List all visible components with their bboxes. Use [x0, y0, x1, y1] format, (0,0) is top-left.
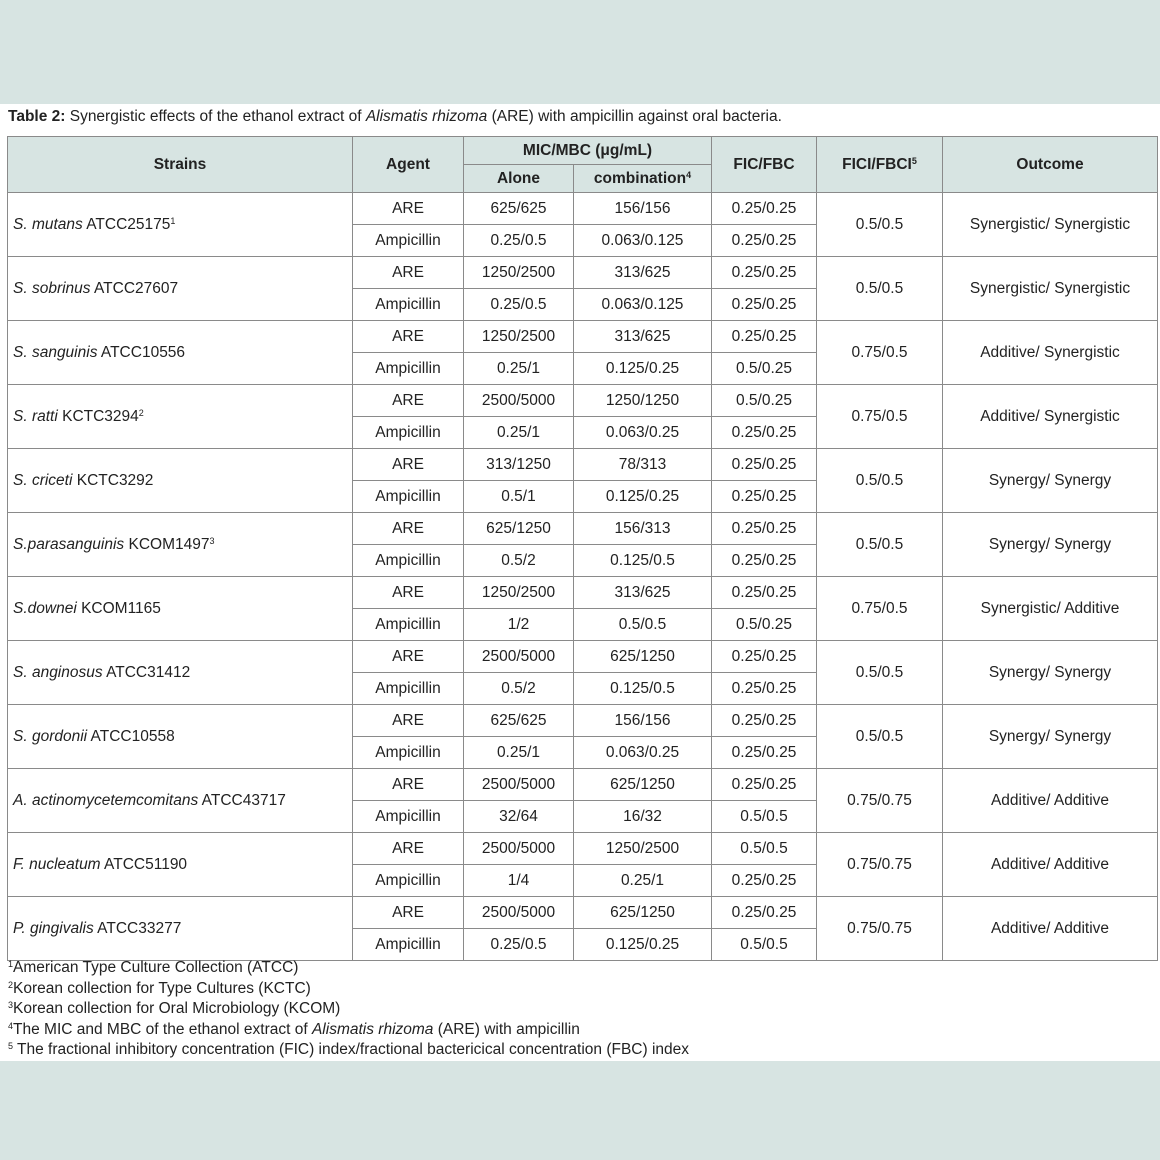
agent-cell: Ampicillin [353, 417, 464, 449]
fic-fbc-cell: 0.25/0.25 [712, 737, 817, 769]
strain-cell [8, 385, 353, 449]
fic-fbc-cell: 0.25/0.25 [712, 417, 817, 449]
combination-cell: 1250/2500 [574, 833, 712, 865]
fic-fbc-cell: 0.5/0.25 [712, 609, 817, 641]
combination-cell: 0.25/1 [574, 865, 712, 897]
strain-code: ATCC25175 [82, 215, 171, 233]
fici-fbci-cell: 0.5/0.5 [817, 449, 943, 513]
strain-code: KCOM1165 [76, 599, 161, 617]
strain-cell [8, 769, 353, 833]
agent-cell: Ampicillin [353, 801, 464, 833]
fic-fbc-cell: 0.5/0.5 [712, 929, 817, 961]
fic-fbc-cell: 0.25/0.25 [712, 673, 817, 705]
alone-cell: 0.25/1 [464, 417, 574, 449]
footnote-marker: 2 [8, 979, 14, 990]
alone-cell: 2500/5000 [464, 641, 574, 673]
alone-cell: 1250/2500 [464, 577, 574, 609]
header-alone: Alone [464, 165, 574, 193]
fici-fbci-cell: 0.75/0.5 [817, 577, 943, 641]
fic-fbc-cell: 0.25/0.25 [712, 577, 817, 609]
alone-cell: 0.5/1 [464, 481, 574, 513]
footnote-marker: 1 [8, 959, 14, 969]
alone-cell: 0.25/1 [464, 353, 574, 385]
strain-cell [8, 641, 353, 705]
outcome-cell: Synergy/ Synergy [943, 705, 1158, 769]
footnotes [8, 958, 689, 1061]
fic-fbc-cell: 0.25/0.25 [712, 289, 817, 321]
fici-fbci-cell: 0.75/0.75 [817, 769, 943, 833]
agent-cell: ARE [353, 641, 464, 673]
alone-cell: 2500/5000 [464, 769, 574, 801]
alone-cell: 0.5/2 [464, 673, 574, 705]
fic-fbc-cell: 0.25/0.25 [712, 769, 817, 801]
table-row [8, 513, 1158, 545]
strain-footnote-marker: 1 [170, 215, 176, 226]
table-caption [8, 107, 1158, 127]
header-fici-fbci [817, 137, 943, 193]
agent-cell: Ampicillin [353, 673, 464, 705]
agent-cell: ARE [353, 705, 464, 737]
alone-cell: 2500/5000 [464, 385, 574, 417]
fic-fbc-cell: 0.25/0.25 [712, 481, 817, 513]
strain-species: S. mutans [13, 215, 83, 233]
agent-cell: ARE [353, 833, 464, 865]
table-row [8, 833, 1158, 865]
header-mic-mbc: MIC/MBC (μg/mL) [464, 137, 712, 165]
agent-cell: ARE [353, 513, 464, 545]
combination-cell: 0.125/0.5 [574, 545, 712, 577]
agent-cell: Ampicillin [353, 353, 464, 385]
footnote-text-before: The MIC and MBC of the ethanol extract of [13, 1020, 312, 1038]
agent-cell: Ampicillin [353, 225, 464, 257]
fici-fbci-cell: 0.5/0.5 [817, 513, 943, 577]
footnote-species: Alismatis rhizoma [311, 1020, 434, 1038]
footnote-marker: 5 [8, 1041, 14, 1051]
combination-cell: 0.125/0.25 [574, 929, 712, 961]
strain-code: KCTC3292 [72, 471, 154, 489]
caption-species: Alismatis rhizoma [365, 108, 488, 125]
footnote-text: American Type Culture Collection (ATCC) [13, 959, 299, 976]
header-combination-label: combination [593, 169, 687, 187]
footnote-text-after: (ARE) with ampicillin [433, 1020, 580, 1038]
outcome-cell: Additive/ Additive [943, 833, 1158, 897]
combination-cell: 0.125/0.25 [574, 353, 712, 385]
alone-cell: 0.25/0.5 [464, 289, 574, 321]
table-row [8, 641, 1158, 673]
table-row [8, 897, 1158, 929]
caption-text-before: Synergistic effects of the ethanol extract of [65, 108, 366, 125]
combination-cell: 16/32 [574, 801, 712, 833]
footnote-marker: 4 [8, 1020, 14, 1031]
combination-cell: 625/1250 [574, 897, 712, 929]
combination-cell: 156/156 [574, 705, 712, 737]
combination-cell: 313/625 [574, 577, 712, 609]
strain-cell [8, 577, 353, 641]
combination-cell: 156/156 [574, 193, 712, 225]
agent-cell: Ampicillin [353, 481, 464, 513]
alone-cell: 1250/2500 [464, 321, 574, 353]
strain-code: ATCC10558 [87, 727, 175, 745]
agent-cell: ARE [353, 897, 464, 929]
outcome-cell: Synergy/ Synergy [943, 641, 1158, 705]
fic-fbc-cell: 0.5/0.5 [712, 833, 817, 865]
agent-cell: ARE [353, 449, 464, 481]
header-combination [574, 165, 712, 193]
combination-cell: 313/625 [574, 257, 712, 289]
fici-fbci-cell: 0.5/0.5 [817, 705, 943, 769]
header-agent: Agent [353, 137, 464, 193]
alone-cell: 32/64 [464, 801, 574, 833]
alone-cell: 0.25/1 [464, 737, 574, 769]
alone-cell: 0.25/0.5 [464, 929, 574, 961]
combination-cell: 0.063/0.125 [574, 225, 712, 257]
strain-code: ATCC33277 [93, 919, 182, 937]
outcome-cell: Synergistic/ Additive [943, 577, 1158, 641]
strain-cell [8, 513, 353, 577]
top-banner [0, 0, 1160, 104]
alone-cell: 2500/5000 [464, 897, 574, 929]
combination-cell: 0.063/0.25 [574, 417, 712, 449]
outcome-cell: Synergy/ Synergy [943, 449, 1158, 513]
caption-text-after: (ARE) with ampicillin against oral bacteria. [487, 108, 782, 125]
combination-cell: 0.5/0.5 [574, 609, 712, 641]
strain-footnote-marker: 2 [138, 407, 144, 418]
fic-fbc-cell: 0.25/0.25 [712, 705, 817, 737]
table-body [8, 193, 1158, 961]
fici-fbci-cell: 0.75/0.75 [817, 897, 943, 961]
combination-cell: 1250/1250 [574, 385, 712, 417]
strain-cell [8, 705, 353, 769]
combination-cell: 625/1250 [574, 769, 712, 801]
agent-cell: ARE [353, 193, 464, 225]
alone-cell: 1/4 [464, 865, 574, 897]
strain-cell [8, 257, 353, 321]
footnote-5 [8, 1040, 689, 1061]
footnote-3 [8, 999, 689, 1020]
agent-cell: ARE [353, 257, 464, 289]
fic-fbc-cell: 0.25/0.25 [712, 641, 817, 673]
outcome-cell: Synergistic/ Synergistic [943, 193, 1158, 257]
fici-fbci-cell: 0.75/0.5 [817, 385, 943, 449]
fici-fbci-cell: 0.5/0.5 [817, 257, 943, 321]
agent-cell: Ampicillin [353, 289, 464, 321]
table-row [8, 193, 1158, 225]
outcome-cell: Additive/ Synergistic [943, 321, 1158, 385]
footnote-text: Korean collection for Oral Microbiology (KCOM) [13, 1000, 341, 1017]
strain-cell [8, 897, 353, 961]
strain-code: ATCC27607 [90, 279, 179, 297]
strain-species: F. nucleatum [13, 855, 101, 873]
fic-fbc-cell: 0.25/0.25 [712, 865, 817, 897]
agent-cell: ARE [353, 577, 464, 609]
fic-fbc-cell: 0.25/0.25 [712, 193, 817, 225]
fic-fbc-cell: 0.5/0.25 [712, 385, 817, 417]
strain-code: KCTC3294 [57, 407, 139, 425]
alone-cell: 0.25/0.5 [464, 225, 574, 257]
strain-code: KCOM1497 [124, 535, 210, 553]
strain-species: S.parasanguinis [13, 535, 125, 553]
footnote-1 [8, 958, 689, 979]
table-row [8, 257, 1158, 289]
strain-species: S. ratti [13, 407, 58, 425]
footnote-text: The fractional inhibitory concentration (FIC) index/fractional bactericical concentration (FBC) index [13, 1041, 690, 1058]
fic-fbc-cell: 0.25/0.25 [712, 545, 817, 577]
agent-cell: Ampicillin [353, 545, 464, 577]
header-fici-fbci-sup: 5 [911, 155, 917, 166]
fic-fbc-cell: 0.5/0.25 [712, 353, 817, 385]
outcome-cell: Synergistic/ Synergistic [943, 257, 1158, 321]
header-fic-fbc: FIC/FBC [712, 137, 817, 193]
combination-cell: 313/625 [574, 321, 712, 353]
fici-fbci-cell: 0.5/0.5 [817, 641, 943, 705]
bottom-banner [0, 1061, 1160, 1160]
combination-cell: 0.125/0.25 [574, 481, 712, 513]
header-combination-sup: 4 [686, 169, 692, 180]
strain-species: S.downei [13, 599, 77, 617]
combination-cell: 78/313 [574, 449, 712, 481]
strain-cell [8, 321, 353, 385]
strain-cell [8, 833, 353, 897]
outcome-cell: Additive/ Synergistic [943, 385, 1158, 449]
combination-cell: 156/313 [574, 513, 712, 545]
header-strains: Strains [8, 137, 353, 193]
fici-fbci-cell: 0.75/0.5 [817, 321, 943, 385]
footnote-text: Korean collection for Type Cultures (KCTC) [13, 979, 311, 997]
alone-cell: 313/1250 [464, 449, 574, 481]
strain-code: ATCC43717 [198, 791, 286, 809]
fic-fbc-cell: 0.25/0.25 [712, 321, 817, 353]
footnote-marker: 3 [8, 1000, 14, 1010]
table-row [8, 321, 1158, 353]
fic-fbc-cell: 0.25/0.25 [712, 897, 817, 929]
strain-species: S. criceti [13, 471, 73, 489]
alone-cell: 0.5/2 [464, 545, 574, 577]
fic-fbc-cell: 0.25/0.25 [712, 257, 817, 289]
strain-code: ATCC10556 [97, 343, 186, 361]
header-outcome: Outcome [943, 137, 1158, 193]
combination-cell: 0.063/0.25 [574, 737, 712, 769]
table-row [8, 577, 1158, 609]
fic-fbc-cell: 0.25/0.25 [712, 225, 817, 257]
outcome-cell: Additive/ Additive [943, 897, 1158, 961]
alone-cell: 2500/5000 [464, 833, 574, 865]
caption-label: Table 2: [8, 108, 66, 125]
outcome-cell: Synergy/ Synergy [943, 513, 1158, 577]
alone-cell: 625/625 [464, 705, 574, 737]
table-row [8, 449, 1158, 481]
fici-fbci-cell: 0.75/0.75 [817, 833, 943, 897]
combination-cell: 0.063/0.125 [574, 289, 712, 321]
agent-cell: ARE [353, 385, 464, 417]
strain-cell [8, 193, 353, 257]
alone-cell: 1/2 [464, 609, 574, 641]
table-row [8, 705, 1158, 737]
strain-cell [8, 449, 353, 513]
strain-species: S. sanguinis [13, 343, 98, 361]
strain-code: ATCC31412 [102, 663, 191, 681]
footnote-2 [8, 979, 689, 1000]
combination-cell: 0.125/0.5 [574, 673, 712, 705]
synergy-table [7, 136, 1158, 961]
strain-species: A. actinomycetemcomitans [13, 791, 199, 809]
agent-cell: Ampicillin [353, 929, 464, 961]
strain-species: P. gingivalis [13, 919, 94, 937]
table-row [8, 769, 1158, 801]
fic-fbc-cell: 0.25/0.25 [712, 449, 817, 481]
table-header [8, 137, 1158, 193]
header-fici-fbci-label: FICI/FBCI [842, 155, 912, 173]
strain-code: ATCC51190 [100, 855, 188, 873]
fici-fbci-cell: 0.5/0.5 [817, 193, 943, 257]
alone-cell: 625/625 [464, 193, 574, 225]
alone-cell: 625/1250 [464, 513, 574, 545]
strain-species: S. sobrinus [13, 279, 91, 297]
agent-cell: ARE [353, 769, 464, 801]
combination-cell: 625/1250 [574, 641, 712, 673]
footnote-4 [8, 1020, 689, 1041]
outcome-cell: Additive/ Additive [943, 769, 1158, 833]
agent-cell: Ampicillin [353, 865, 464, 897]
table-row [8, 385, 1158, 417]
fic-fbc-cell: 0.5/0.5 [712, 801, 817, 833]
alone-cell: 1250/2500 [464, 257, 574, 289]
agent-cell: Ampicillin [353, 609, 464, 641]
strain-footnote-marker: 3 [209, 535, 215, 546]
strain-species: S. anginosus [13, 663, 103, 681]
agent-cell: Ampicillin [353, 737, 464, 769]
agent-cell: ARE [353, 321, 464, 353]
strain-species: S. gordonii [13, 727, 88, 745]
fic-fbc-cell: 0.25/0.25 [712, 513, 817, 545]
